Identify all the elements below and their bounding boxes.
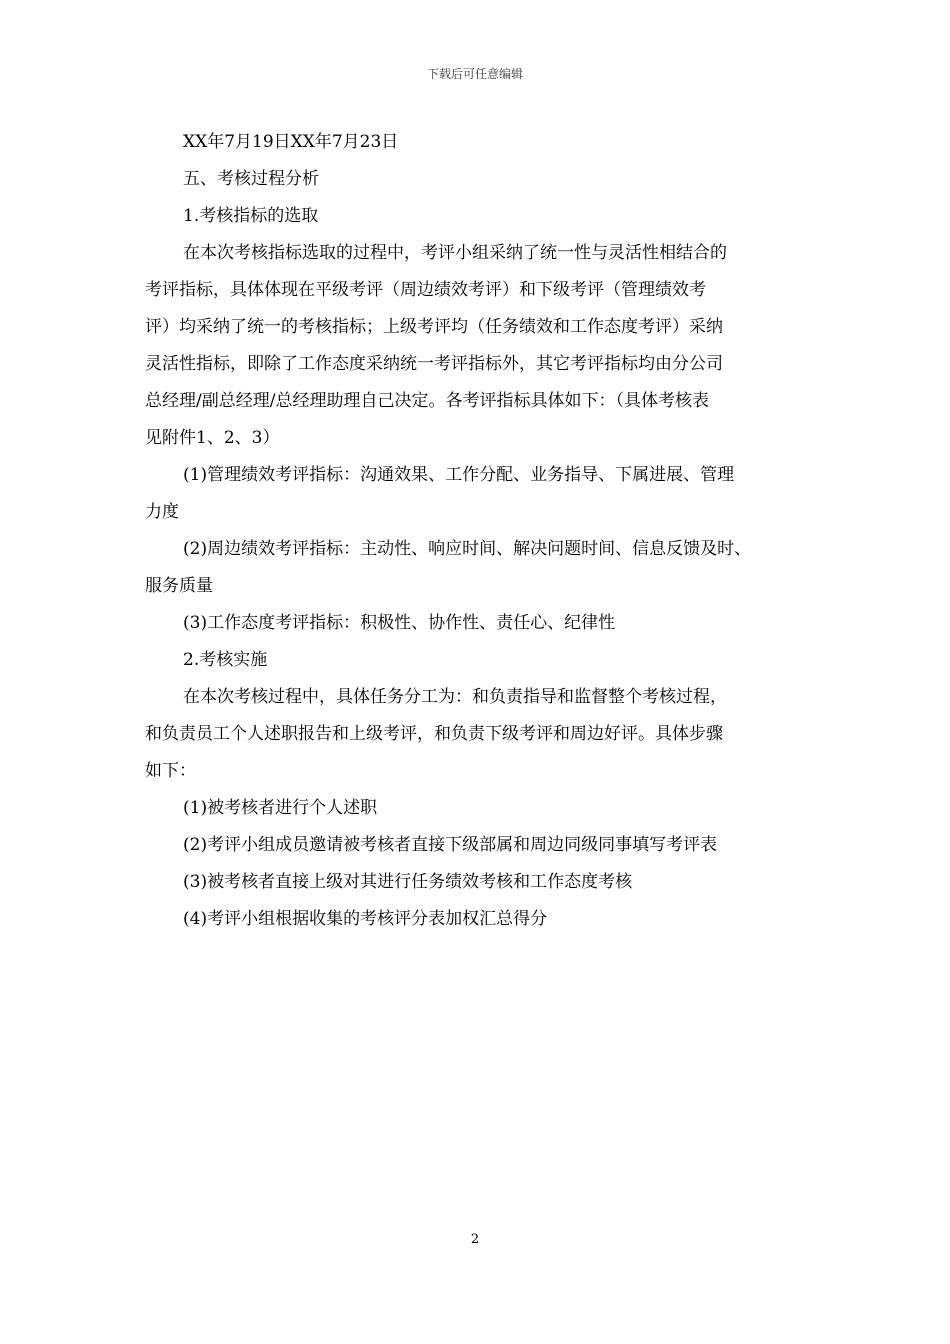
list-item: (3)工作态度考评指标：积极性、协作性、责任心、纪律性	[183, 613, 616, 633]
list-item-continuation: 服务质量	[145, 576, 213, 596]
header-note: 下载后可任意编辑	[426, 67, 523, 81]
paragraph-line: 如下：	[145, 761, 196, 781]
paragraph-line: 和负责员工个人述职报告和上级考评，和负责下级考评和周边好评。具体步骤	[145, 724, 723, 744]
paragraph-line: 灵活性指标，即除了工作态度采纳统一考评指标外，其它考评指标均由分公司	[145, 354, 723, 374]
list-item: (2)考评小组成员邀请被考核者直接下级部属和周边同级同事填写考评表	[183, 835, 718, 855]
list-item-continuation: 力度	[145, 502, 179, 522]
list-item: (1)被考核者进行个人述职	[183, 798, 378, 818]
paragraph-line: 考评指标，具体体现在平级考评（周边绩效考评）和下级考评（管理绩效考	[145, 280, 706, 300]
list-item: (2)周边绩效考评指标：主动性、响应时间、解决问题时间、信息反馈及时、	[183, 539, 752, 559]
document-body	[145, 124, 810, 938]
date-range-line: XX年7月19日XX年7月23日	[183, 132, 399, 152]
list-item: (3)被考核者直接上级对其进行任务绩效考核和工作态度考核	[183, 872, 633, 892]
paragraph-line: 评）均采纳了统一的考核指标；上级考评均（任务绩效和工作态度考评）采纳	[145, 317, 723, 337]
paragraph-line: 总经理/副总经理/总经理助理自己决定。各考评指标具体如下：（具体考核表	[145, 391, 709, 411]
paragraph-line: 在本次考核指标选取的过程中，考评小组采纳了统一性与灵活性相结合的	[183, 243, 727, 263]
paragraph-line: 在本次考核过程中，具体任务分工为：和负责指导和监督整个考核过程，	[183, 687, 727, 707]
list-item: (4)考评小组根据收集的考核评分表加权汇总得分	[183, 909, 548, 929]
subsection-heading: 1.考核指标的选取	[183, 206, 319, 226]
section-heading: 五、考核过程分析	[183, 169, 319, 189]
list-item: (1)管理绩效考评指标：沟通效果、工作分配、业务指导、下属进展、管理	[183, 465, 735, 485]
subsection-heading: 2.考核实施	[183, 650, 268, 670]
page-number: 2	[470, 1232, 480, 1247]
paragraph-line: 见附件1、2、3）	[145, 428, 280, 448]
